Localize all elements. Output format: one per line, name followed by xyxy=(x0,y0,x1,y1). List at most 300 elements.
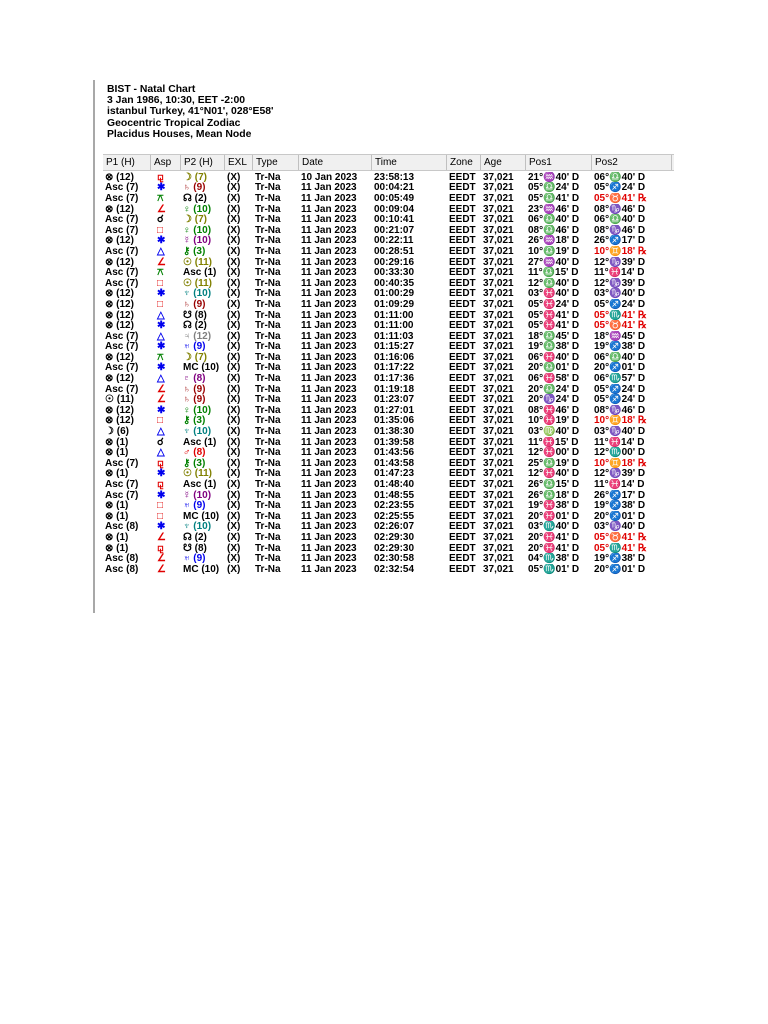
cell-pos2: 10°♊18' ℞ xyxy=(594,415,647,427)
table-row[interactable] xyxy=(103,342,674,353)
cell-p2: ☿ (10) xyxy=(183,489,212,501)
cell-p2: Asc (1) xyxy=(183,479,217,491)
cell-pos2: 20°♐01' D xyxy=(594,362,646,374)
cell-zone: EEDT xyxy=(449,320,476,332)
cell-pos1: 27°♒40' D xyxy=(528,256,580,268)
cell-type: Tr-Na xyxy=(255,351,281,363)
table-row[interactable] xyxy=(103,394,674,405)
table-row[interactable] xyxy=(103,289,674,300)
left-border xyxy=(93,80,95,613)
cell-pos2: 05°♉41' ℞ xyxy=(594,320,647,332)
cell-type: Tr-Na xyxy=(255,457,281,469)
cell-pos2: 03°♑40' D xyxy=(594,288,646,300)
table-row[interactable] xyxy=(103,373,674,384)
cell-pos1: 03°♏40' D xyxy=(528,521,580,533)
cell-date: 11 Jan 2023 xyxy=(301,404,357,416)
cell-date: 10 Jan 2023 xyxy=(301,171,358,183)
cell-p2: Asc (1) xyxy=(183,436,217,448)
cell-date: 11 Jan 2023 xyxy=(301,214,357,226)
table-row[interactable] xyxy=(103,543,674,554)
table-row[interactable] xyxy=(103,257,674,268)
cell-type: Tr-Na xyxy=(255,214,281,226)
cell-exl: (X) xyxy=(227,351,241,363)
cell-exl: (X) xyxy=(227,341,241,353)
cell-p2: ☽ (7) xyxy=(183,351,207,363)
cell-zone: EEDT xyxy=(449,542,476,554)
cell-age: 37,021 xyxy=(483,267,514,279)
cell-pos2: 10°♊18' ℞ xyxy=(594,457,647,469)
cell-type: Tr-Na xyxy=(255,542,281,554)
cell-pos1: 12°♓40' D xyxy=(528,468,580,480)
cell-aspect: ⚻ xyxy=(157,192,164,204)
cell-time: 00:05:49 xyxy=(374,192,415,204)
cell-type: Tr-Na xyxy=(255,192,281,204)
table-row[interactable] xyxy=(103,204,674,215)
cell-zone: EEDT xyxy=(449,415,476,427)
cell-time: 02:26:07 xyxy=(374,521,415,533)
cell-date: 11 Jan 2023 xyxy=(301,500,357,512)
cell-pos2: 12°♑39' D xyxy=(594,256,646,268)
cell-p1: Asc (7) xyxy=(105,383,139,395)
table-row[interactable] xyxy=(103,447,674,458)
cell-pos2: 11°♓14' D xyxy=(594,479,645,491)
cell-type: Tr-Na xyxy=(255,256,281,268)
column-header-pos1[interactable]: Pos1 xyxy=(526,155,592,170)
cell-aspect: ☌ xyxy=(157,436,164,448)
cell-pos2: 05°♐24' D xyxy=(594,394,646,406)
cell-aspect: ∠ xyxy=(157,256,166,268)
cell-zone: EEDT xyxy=(449,192,476,204)
cell-pos1: 26°♎18' D xyxy=(528,489,580,501)
table-row[interactable] xyxy=(103,405,674,416)
cell-p2: ☊ (2) xyxy=(183,320,207,332)
cell-pos2: 08°♑46' D xyxy=(594,224,646,236)
cell-p1: ⊗ (12) xyxy=(105,415,134,427)
cell-pos2: 05°♐24' D xyxy=(594,298,646,310)
cell-pos2: 05°♏41' ℞ xyxy=(594,542,647,554)
table-body xyxy=(103,172,674,575)
cell-exl: (X) xyxy=(227,320,241,332)
cell-p2: ♀ (10) xyxy=(183,203,212,215)
cell-zone: EEDT xyxy=(449,298,476,310)
cell-p2: ♇ (8) xyxy=(183,373,206,385)
cell-age: 37,021 xyxy=(483,436,514,448)
cell-aspect: ⚼ xyxy=(157,479,164,491)
cell-aspect: ∠ xyxy=(157,563,166,575)
cell-zone: EEDT xyxy=(449,182,476,194)
cell-aspect: ✱ xyxy=(157,362,166,374)
cell-time: 02:29:30 xyxy=(374,531,415,543)
cell-type: Tr-Na xyxy=(255,500,281,512)
cell-age: 37,021 xyxy=(483,394,514,406)
cell-p1: Asc (7) xyxy=(105,330,139,342)
cell-p1: Asc (7) xyxy=(105,362,139,374)
cell-p1: Asc (7) xyxy=(105,277,139,289)
cell-exl: (X) xyxy=(227,235,241,247)
cell-p2: ☊ (2) xyxy=(183,531,207,543)
table-row[interactable] xyxy=(103,532,674,543)
cell-zone: EEDT xyxy=(449,426,476,438)
table-row[interactable] xyxy=(103,384,674,395)
cell-p2: ☿ (10) xyxy=(183,235,212,247)
cell-p2: ☉ (11) xyxy=(183,468,212,480)
table-row[interactable] xyxy=(103,522,674,533)
cell-aspect: △ xyxy=(157,245,165,257)
cell-aspect: □ xyxy=(157,224,164,236)
cell-date: 11 Jan 2023 xyxy=(301,330,357,342)
column-header-p2[interactable]: P2 (H) xyxy=(181,155,225,170)
cell-aspect: □ xyxy=(157,277,164,289)
cell-p2: ♅ (9) xyxy=(183,500,206,512)
cell-pos2: 18°♒45' D xyxy=(594,330,646,342)
cell-p1: ☉ (11) xyxy=(105,394,134,406)
column-header-date[interactable]: Date xyxy=(299,155,372,170)
cell-p1: Asc (7) xyxy=(105,245,139,257)
table-row[interactable] xyxy=(103,416,674,427)
cell-pos2: 03°♑40' D xyxy=(594,426,646,438)
cell-pos1: 25°♎19' D xyxy=(528,457,580,469)
cell-pos2: 06°♎40' D xyxy=(594,171,646,183)
cell-time: 01:09:29 xyxy=(374,298,415,310)
cell-age: 37,021 xyxy=(483,277,514,289)
table-row[interactable] xyxy=(103,320,674,331)
column-header-time[interactable]: Time xyxy=(372,155,447,170)
cell-age: 37,021 xyxy=(483,373,514,385)
cell-zone: EEDT xyxy=(449,341,476,353)
cell-age: 37,021 xyxy=(483,171,514,183)
cell-time: 01:39:58 xyxy=(374,436,415,448)
cell-exl: (X) xyxy=(227,288,241,300)
cell-p1: Asc (7) xyxy=(105,182,139,194)
cell-date: 11 Jan 2023 xyxy=(301,288,357,300)
cell-age: 37,021 xyxy=(483,479,514,491)
cell-zone: EEDT xyxy=(449,214,476,226)
cell-pos1: 05°♏01' D xyxy=(528,563,580,575)
cell-exl: (X) xyxy=(227,309,241,321)
table-row[interactable] xyxy=(103,458,674,469)
cell-age: 37,021 xyxy=(483,521,514,533)
cell-pos1: 26°♎15' D xyxy=(528,479,580,491)
cell-zone: EEDT xyxy=(449,256,476,268)
cell-aspect: ✱ xyxy=(157,288,166,300)
table-row[interactable] xyxy=(103,469,674,480)
cell-zone: EEDT xyxy=(449,330,476,342)
cell-date: 11 Jan 2023 xyxy=(301,298,357,310)
table-row[interactable] xyxy=(103,225,674,236)
cell-date: 11 Jan 2023 xyxy=(301,192,357,204)
cell-exl: (X) xyxy=(227,192,241,204)
cell-pos1: 21°♒40' D xyxy=(528,171,580,183)
table-row[interactable] xyxy=(103,331,674,342)
table-row[interactable] xyxy=(103,426,674,437)
table-row[interactable] xyxy=(103,500,674,511)
cell-time: 01:23:07 xyxy=(374,394,415,406)
column-header-p1[interactable]: P1 (H) xyxy=(103,155,151,170)
cell-type: Tr-Na xyxy=(255,383,281,395)
cell-date: 11 Jan 2023 xyxy=(301,362,357,374)
cell-zone: EEDT xyxy=(449,309,476,321)
chart-title: BIST - Natal Chart xyxy=(107,84,196,95)
cell-p1: ⊗ (12) xyxy=(105,373,134,385)
table-row[interactable] xyxy=(103,214,674,225)
cell-pos1: 10°♓19' D xyxy=(528,415,580,427)
cell-aspect: ✱ xyxy=(157,489,166,501)
cell-pos2: 08°♑46' D xyxy=(594,203,646,215)
cell-pos1: 06°♎40' D xyxy=(528,214,580,226)
cell-type: Tr-Na xyxy=(255,245,281,257)
cell-aspect: △ xyxy=(157,309,165,321)
cell-type: Tr-Na xyxy=(255,288,281,300)
cell-pos1: 11°♎15' D xyxy=(528,267,579,279)
cell-pos2: 06°♏57' D xyxy=(594,373,646,385)
table-row[interactable] xyxy=(103,183,674,194)
cell-date: 11 Jan 2023 xyxy=(301,510,357,522)
cell-pos2: 06°♎40' D xyxy=(594,214,646,226)
cell-age: 37,021 xyxy=(483,553,514,565)
cell-pos1: 18°♎45' D xyxy=(528,330,580,342)
cell-type: Tr-Na xyxy=(255,404,281,416)
cell-zone: EEDT xyxy=(449,362,476,374)
cell-pos2: 19°♐38' D xyxy=(594,341,646,353)
cell-date: 11 Jan 2023 xyxy=(301,468,357,480)
transit-table xyxy=(103,154,674,575)
cell-zone: EEDT xyxy=(449,553,476,565)
cell-aspect: ∠ xyxy=(157,203,166,215)
cell-type: Tr-Na xyxy=(255,171,281,183)
cell-p2: ☋ (8) xyxy=(183,309,207,321)
cell-aspect: □ xyxy=(157,500,164,512)
report-panel xyxy=(93,80,674,613)
cell-date: 11 Jan 2023 xyxy=(301,489,357,501)
cell-p2: ⚷ (3) xyxy=(183,415,206,427)
table-row[interactable] xyxy=(103,490,674,501)
cell-zone: EEDT xyxy=(449,171,476,183)
cell-date: 11 Jan 2023 xyxy=(301,320,357,332)
cell-aspect: △ xyxy=(157,426,165,438)
table-row[interactable] xyxy=(103,299,674,310)
cell-pos2: 06°♎40' D xyxy=(594,351,646,363)
cell-exl: (X) xyxy=(227,531,241,543)
cell-exl: (X) xyxy=(227,436,241,448)
table-row[interactable] xyxy=(103,437,674,448)
cell-age: 37,021 xyxy=(483,510,514,522)
cell-exl: (X) xyxy=(227,479,241,491)
cell-type: Tr-Na xyxy=(255,563,281,575)
cell-p2: ♀ (10) xyxy=(183,224,212,236)
cell-zone: EEDT xyxy=(449,373,476,385)
cell-exl: (X) xyxy=(227,500,241,512)
cell-date: 11 Jan 2023 xyxy=(301,479,357,491)
cell-age: 37,021 xyxy=(483,320,514,332)
cell-exl: (X) xyxy=(227,447,241,459)
cell-age: 37,021 xyxy=(483,330,514,342)
cell-aspect: ∠ xyxy=(157,383,166,395)
cell-time: 02:30:58 xyxy=(374,553,415,565)
cell-age: 37,021 xyxy=(483,224,514,236)
cell-exl: (X) xyxy=(227,468,241,480)
cell-date: 11 Jan 2023 xyxy=(301,267,357,279)
cell-pos1: 12°♎40' D xyxy=(528,277,580,289)
cell-aspect: ✱ xyxy=(157,235,166,247)
cell-pos1: 26°♒18' D xyxy=(528,235,580,247)
cell-p2: ☽ (7) xyxy=(183,171,207,183)
cell-date: 11 Jan 2023 xyxy=(301,394,357,406)
column-header-zone[interactable]: Zone xyxy=(447,155,481,170)
cell-date: 11 Jan 2023 xyxy=(301,203,357,215)
cell-date: 11 Jan 2023 xyxy=(301,256,357,268)
cell-exl: (X) xyxy=(227,521,241,533)
cell-date: 11 Jan 2023 xyxy=(301,341,357,353)
cell-pos2: 26°♐17' D xyxy=(594,235,646,247)
cell-type: Tr-Na xyxy=(255,479,281,491)
column-header-pos2[interactable]: Pos2 xyxy=(592,155,672,170)
cell-time: 01:43:56 xyxy=(374,447,415,459)
table-row[interactable] xyxy=(103,564,674,575)
cell-pos1: 10°♎19' D xyxy=(528,245,580,257)
cell-date: 11 Jan 2023 xyxy=(301,415,357,427)
table-row[interactable] xyxy=(103,553,674,564)
column-header-asp[interactable]: Asp xyxy=(151,155,181,170)
cell-zone: EEDT xyxy=(449,521,476,533)
cell-pos2: 19°♐38' D xyxy=(594,553,646,565)
cell-p1: ⊗ (12) xyxy=(105,256,134,268)
cell-age: 37,021 xyxy=(483,383,514,395)
cell-age: 37,021 xyxy=(483,447,514,459)
cell-date: 11 Jan 2023 xyxy=(301,182,357,194)
cell-time: 00:40:35 xyxy=(374,277,415,289)
cell-age: 37,021 xyxy=(483,214,514,226)
table-row[interactable] xyxy=(103,310,674,321)
cell-age: 37,021 xyxy=(483,288,514,300)
table-row[interactable] xyxy=(103,479,674,490)
table-row[interactable] xyxy=(103,236,674,247)
cell-date: 11 Jan 2023 xyxy=(301,277,357,289)
cell-p2: ☋ (8) xyxy=(183,542,207,554)
cell-age: 37,021 xyxy=(483,309,514,321)
cell-age: 37,021 xyxy=(483,362,514,374)
cell-aspect: □ xyxy=(157,415,164,427)
column-header-exl[interactable]: EXL xyxy=(225,155,253,170)
cell-age: 37,021 xyxy=(483,256,514,268)
cell-time: 01:17:36 xyxy=(374,373,415,385)
cell-time: 01:16:06 xyxy=(374,351,415,363)
cell-exl: (X) xyxy=(227,563,241,575)
cell-age: 37,021 xyxy=(483,245,514,257)
cell-aspect: ⚻ xyxy=(157,267,164,279)
cell-date: 11 Jan 2023 xyxy=(301,542,357,554)
cell-date: 11 Jan 2023 xyxy=(301,436,357,448)
cell-pos1: 20°♓41' D xyxy=(528,531,580,543)
cell-pos1: 03°♍40' D xyxy=(528,426,580,438)
cell-p1: ⊗ (12) xyxy=(105,288,134,300)
table-row[interactable] xyxy=(103,352,674,363)
cell-age: 37,021 xyxy=(483,341,514,353)
cell-pos1: 20°♑24' D xyxy=(528,394,580,406)
cell-exl: (X) xyxy=(227,245,241,257)
cell-pos2: 12°♑39' D xyxy=(594,468,646,480)
cell-type: Tr-Na xyxy=(255,320,281,332)
cell-age: 37,021 xyxy=(483,192,514,204)
cell-p1: Asc (8) xyxy=(105,521,139,533)
cell-p2: ♄ (9) xyxy=(183,394,206,406)
cell-aspect: ⚼ xyxy=(157,171,164,183)
cell-aspect: ∠ xyxy=(157,553,166,565)
cell-date: 11 Jan 2023 xyxy=(301,235,357,247)
cell-p2: ☊ (2) xyxy=(183,192,207,204)
cell-zone: EEDT xyxy=(449,235,476,247)
cell-p1: Asc (7) xyxy=(105,267,139,279)
column-header-type[interactable]: Type xyxy=(253,155,299,170)
cell-pos1: 05°♓24' D xyxy=(528,298,580,310)
cell-age: 37,021 xyxy=(483,426,514,438)
table-row[interactable] xyxy=(103,246,674,257)
cell-type: Tr-Na xyxy=(255,426,281,438)
cell-date: 11 Jan 2023 xyxy=(301,531,357,543)
cell-p1: Asc (7) xyxy=(105,479,139,491)
cell-age: 37,021 xyxy=(483,182,514,194)
cell-age: 37,021 xyxy=(483,415,514,427)
cell-zone: EEDT xyxy=(449,394,476,406)
cell-age: 37,021 xyxy=(483,351,514,363)
cell-pos1: 05°♓41' D xyxy=(528,320,580,332)
cell-zone: EEDT xyxy=(449,436,476,448)
table-row[interactable] xyxy=(103,172,674,183)
cell-pos1: 03°♓40' D xyxy=(528,288,580,300)
cell-pos2: 12°♑39' D xyxy=(594,277,646,289)
cell-time: 00:22:11 xyxy=(374,235,414,247)
cell-p1: Asc (8) xyxy=(105,553,139,565)
cell-pos2: 08°♑46' D xyxy=(594,404,646,416)
cell-age: 37,021 xyxy=(483,500,514,512)
cell-exl: (X) xyxy=(227,214,241,226)
cell-zone: EEDT xyxy=(449,468,476,480)
cell-exl: (X) xyxy=(227,267,241,279)
table-row[interactable] xyxy=(103,511,674,522)
cell-pos1: 20°♎01' D xyxy=(528,362,580,374)
cell-type: Tr-Na xyxy=(255,521,281,533)
table-row[interactable] xyxy=(103,363,674,374)
table-row[interactable] xyxy=(103,278,674,289)
cell-pos2: 05°♉41' ℞ xyxy=(594,192,647,204)
cell-type: Tr-Na xyxy=(255,267,281,279)
cell-time: 01:38:30 xyxy=(374,426,415,438)
column-header-age[interactable]: Age xyxy=(481,155,526,170)
cell-type: Tr-Na xyxy=(255,277,281,289)
cell-time: 01:35:06 xyxy=(374,415,415,427)
cell-exl: (X) xyxy=(227,203,241,215)
cell-pos1: 06°♓58' D xyxy=(528,373,580,385)
cell-age: 37,021 xyxy=(483,531,514,543)
cell-date: 11 Jan 2023 xyxy=(301,563,357,575)
cell-p1: ⊗ (1) xyxy=(105,542,129,554)
cell-time: 02:23:55 xyxy=(374,500,415,512)
cell-time: 01:15:27 xyxy=(374,341,415,353)
cell-p1: ⊗ (12) xyxy=(105,404,134,416)
cell-aspect: ✱ xyxy=(157,320,166,332)
cell-pos1: 23°♒46' D xyxy=(528,203,580,215)
table-row[interactable] xyxy=(103,267,674,278)
cell-p1: ⊗ (12) xyxy=(105,309,134,321)
cell-p1: Asc (7) xyxy=(105,214,139,226)
cell-date: 11 Jan 2023 xyxy=(301,309,357,321)
table-row[interactable] xyxy=(103,193,674,204)
cell-date: 11 Jan 2023 xyxy=(301,553,357,565)
cell-date: 11 Jan 2023 xyxy=(301,457,357,469)
cell-zone: EEDT xyxy=(449,267,476,279)
cell-time: 01:48:55 xyxy=(374,489,415,501)
cell-zone: EEDT xyxy=(449,245,476,257)
cell-p1: ⊗ (12) xyxy=(105,203,134,215)
